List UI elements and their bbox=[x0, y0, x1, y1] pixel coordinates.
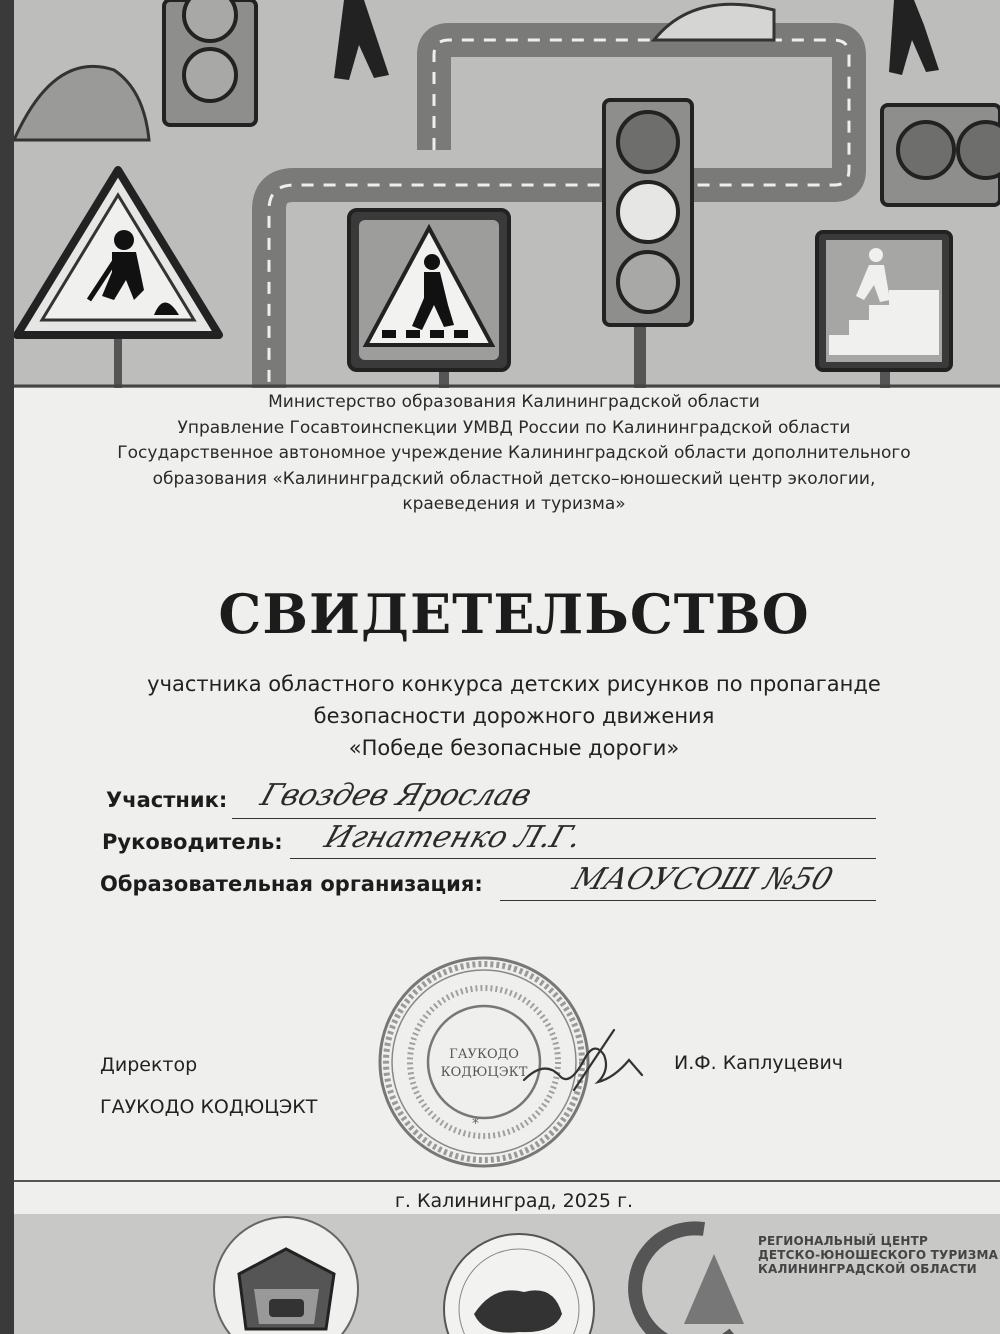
director-organization: ГАУКОДО КОДЮЦЭКТ bbox=[100, 1096, 318, 1118]
subtitle-line: безопасности дорожного движения bbox=[313, 704, 715, 728]
arch-shape bbox=[654, 4, 774, 40]
regional-center-line: ДЕТСКО-ЮНОШЕСКОГО ТУРИЗМА bbox=[758, 1248, 999, 1262]
traffic-light-right-icon bbox=[882, 105, 1000, 205]
pedestrian-crossing-sign-icon bbox=[349, 210, 509, 388]
regional-center-line: РЕГИОНАЛЬНЫЙ ЦЕНТР bbox=[758, 1234, 928, 1248]
supervisor-label: Руководитель: bbox=[102, 830, 283, 854]
supervisor-value: Игнатенко Л.Г. bbox=[320, 820, 587, 855]
traffic-illustration bbox=[14, 0, 1000, 388]
pedestrian-figure-icon bbox=[334, 0, 389, 80]
organization-value: МАОУСОШ №50 bbox=[568, 862, 838, 897]
participant-line bbox=[232, 818, 876, 819]
issuer-header bbox=[74, 390, 954, 518]
header-line: образования «Калининградский областной детско–юношеский центр экологии, bbox=[152, 468, 876, 489]
city-year: г. Калининград, 2025 г. bbox=[394, 1190, 634, 1212]
header-line: Управление Госавтоинспекции УМВД России по Калининградской области bbox=[177, 417, 851, 438]
header-line: краеведения и туризма» bbox=[402, 494, 626, 514]
certificate-page bbox=[14, 0, 1000, 1334]
certificate-title: СВИДЕТЕЛЬСТВО bbox=[218, 582, 810, 646]
pedestrian-right-icon bbox=[889, 0, 939, 75]
supervisor-line bbox=[290, 858, 876, 859]
traffic-police-emblem-icon bbox=[214, 1217, 358, 1334]
director-name: И.Ф. Каплуцевич bbox=[674, 1052, 844, 1074]
underground-crossing-sign-icon bbox=[817, 232, 951, 388]
traffic-banner bbox=[14, 0, 1000, 388]
ecology-center-logo-icon bbox=[444, 1234, 594, 1334]
subtitle-line: «Победе безопасные дороги» bbox=[348, 736, 680, 760]
participant-value: Гвоздев Ярослав bbox=[256, 778, 536, 813]
certificate-subtitle bbox=[74, 668, 954, 764]
stamp-text: КОДЮЦЭКТ bbox=[440, 1065, 528, 1080]
organization-label: Образовательная организация: bbox=[100, 872, 483, 896]
director-title: Директор bbox=[100, 1054, 198, 1076]
header-line: Министерство образования Калининградской области bbox=[268, 392, 760, 412]
footer-divider bbox=[14, 1180, 1000, 1182]
header-line: Государственное автономное учреждение Калининградской области дополнительного bbox=[117, 443, 911, 463]
subtitle-line: участника областного конкурса детских рисунков по пропаганде bbox=[147, 672, 881, 696]
signature-icon bbox=[514, 1020, 654, 1110]
regional-center-text bbox=[758, 1234, 998, 1276]
regional-tourism-logo-icon bbox=[635, 1228, 744, 1334]
participant-label: Участник: bbox=[106, 788, 228, 812]
traffic-light-left-icon bbox=[164, 0, 256, 125]
stamp-text: ГАУКОДО bbox=[449, 1047, 519, 1062]
director-block bbox=[100, 1044, 317, 1128]
dome-shape bbox=[14, 66, 149, 140]
regional-center-line: КАЛИНИНГРАДСКОЙ ОБЛАСТИ bbox=[758, 1262, 977, 1276]
svg-text:*: * bbox=[472, 1116, 479, 1132]
organization-line bbox=[500, 900, 876, 901]
traffic-light-center-icon bbox=[604, 100, 692, 388]
road-works-sign-icon bbox=[17, 170, 219, 388]
